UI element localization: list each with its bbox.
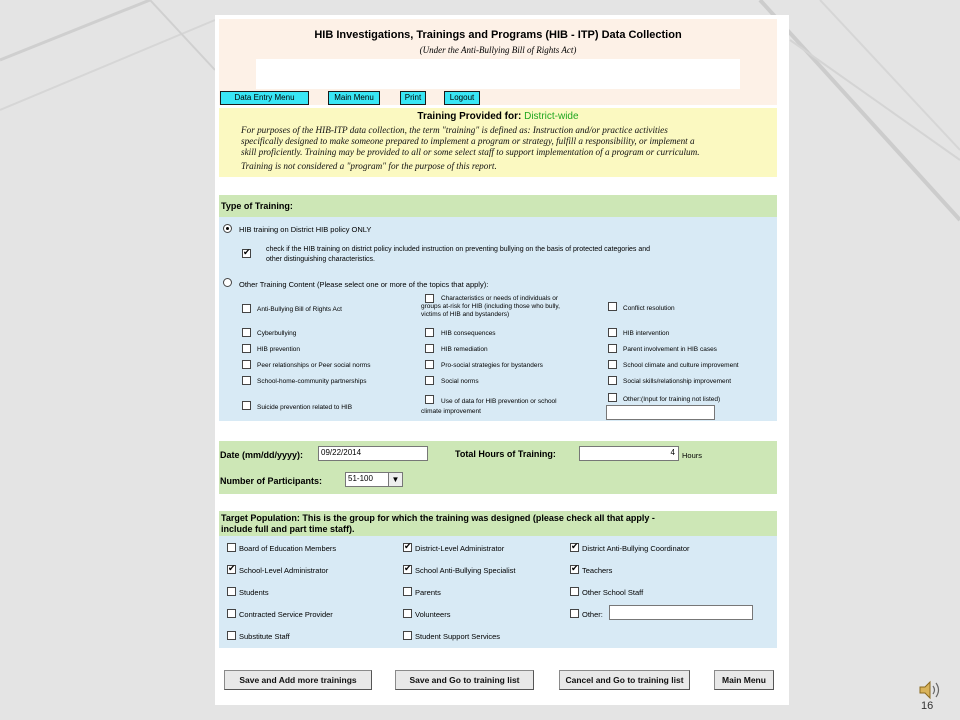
- topic-checkbox-hib-consequences[interactable]: [425, 328, 434, 337]
- topic-checkbox-pro-social[interactable]: [425, 360, 434, 369]
- speaker-icon[interactable]: [918, 680, 942, 700]
- header-blank-area: [256, 59, 740, 89]
- total-hours-label: Total Hours of Training:: [455, 449, 556, 459]
- form-screenshot: [215, 15, 789, 705]
- topic-checkbox-hib-remediation[interactable]: [425, 344, 434, 353]
- target-checkbox-contracted[interactable]: [227, 609, 236, 618]
- topic-checkbox-conflict-resolution[interactable]: [608, 302, 617, 311]
- data-entry-menu-button[interactable]: Data Entry Menu: [220, 91, 309, 105]
- target-label: School Anti-Bullying Specialist: [415, 566, 516, 575]
- target-other-input[interactable]: [609, 605, 753, 620]
- save-add-more-button[interactable]: Save and Add more trainings: [224, 670, 372, 690]
- target-label: Contracted Service Provider: [239, 610, 333, 619]
- target-checkbox-parents[interactable]: [403, 587, 412, 596]
- training-info-panel: [219, 108, 777, 177]
- target-label: Other School Staff: [582, 588, 644, 597]
- main-menu-nav-button[interactable]: Main Menu: [328, 91, 380, 105]
- topic-label: HIB intervention: [623, 330, 670, 337]
- target-label: Students: [239, 588, 269, 597]
- topic-checkbox-suicide-prevention[interactable]: [242, 401, 251, 410]
- topic-checkbox-other[interactable]: [608, 393, 617, 402]
- participants-label: Number of Participants:: [220, 476, 323, 486]
- topic-label: victims of HIB and bystanders): [421, 311, 510, 318]
- target-label: Parents: [415, 588, 441, 597]
- participants-select[interactable]: [345, 472, 403, 487]
- topic-checkbox-parent-involvement[interactable]: [608, 344, 617, 353]
- topic-checkbox-hib-prevention[interactable]: [242, 344, 251, 353]
- target-label: District-Level Administrator: [415, 544, 505, 553]
- training-provided-heading: [219, 111, 777, 122]
- target-checkbox-support-services[interactable]: [403, 631, 412, 640]
- topic-label: Suicide prevention related to HIB: [257, 404, 353, 411]
- protected-categories-checkbox[interactable]: [242, 249, 251, 258]
- target-checkbox-school-admin[interactable]: [227, 565, 236, 574]
- target-checkbox-substitute[interactable]: [227, 631, 236, 640]
- training-not-program-note: Training is not considered a "program" for the purpose of this report.: [241, 161, 497, 171]
- topic-checkbox-school-climate[interactable]: [608, 360, 617, 369]
- form-title: HIB Investigations, Trainings and Programs (HIB - ITP) Data Collection: [314, 29, 682, 41]
- type-of-training-heading: Type of Training:: [221, 201, 293, 211]
- target-population-heading-line-2: include full and part time staff).: [221, 524, 355, 534]
- hib-policy-only-label: HIB training on District HIB policy ONLY: [239, 225, 372, 234]
- participants-selected-value: 51-100: [348, 474, 373, 483]
- topic-checkbox-anti-bullying-act[interactable]: [242, 304, 251, 313]
- target-label: Substitute Staff: [239, 632, 290, 641]
- cancel-go-to-list-button[interactable]: Cancel and Go to training list: [559, 670, 690, 690]
- target-checkbox-school-specialist[interactable]: [403, 565, 412, 574]
- target-checkbox-other[interactable]: [570, 609, 579, 618]
- other-training-content-radio[interactable]: [223, 278, 232, 287]
- target-label: District Anti-Bullying Coordinator: [582, 544, 690, 553]
- topic-label: Social skills/relationship improvement: [623, 378, 732, 385]
- topic-label: Pro-social strategies for bystanders: [441, 362, 543, 369]
- print-button[interactable]: Print: [400, 91, 426, 105]
- topic-label: Parent involvement in HIB cases: [623, 346, 717, 353]
- target-checkbox-district-coordinator[interactable]: [570, 543, 579, 552]
- target-checkbox-other-staff[interactable]: [570, 587, 579, 596]
- slide-number: 16: [921, 700, 934, 712]
- date-label: Date (mm/dd/yyyy):: [220, 450, 304, 460]
- topic-label: Other:(Input for training not listed): [623, 396, 721, 403]
- target-population-heading-line-1: Target Population: This is the group for which the training was designed (please check all that apply -: [221, 513, 655, 523]
- hib-policy-only-radio[interactable]: [223, 224, 232, 233]
- topic-checkbox-peer-relationships[interactable]: [242, 360, 251, 369]
- topic-checkbox-school-home-community[interactable]: [242, 376, 251, 385]
- topic-checkbox-cyberbullying[interactable]: [242, 328, 251, 337]
- type-of-training-header: [219, 195, 777, 217]
- protected-categories-label-line-2: other distinguishing characteristics.: [266, 256, 375, 263]
- target-label: Teachers: [582, 566, 613, 575]
- topic-label: Use of data for HIB prevention or school: [441, 398, 557, 405]
- protected-categories-label-line-1: check if the HIB training on district policy included instruction on preventing bullying on the basis of protected categories and: [266, 246, 651, 253]
- target-label: Board of Education Members: [239, 544, 337, 553]
- other-training-content-label: Other Training Content (Please select one or more of the topics that apply):: [239, 280, 489, 289]
- other-topic-input[interactable]: [606, 405, 715, 420]
- target-checkbox-district-admin[interactable]: [403, 543, 412, 552]
- topic-checkbox-social-norms[interactable]: [425, 376, 434, 385]
- target-population-header: [219, 511, 777, 536]
- topic-checkbox-social-skills[interactable]: [608, 376, 617, 385]
- topic-label: HIB consequences: [441, 330, 496, 337]
- training-provided-label: Training Provided for:: [417, 111, 522, 122]
- topic-label: HIB remediation: [441, 346, 488, 353]
- target-population-panel: [219, 536, 777, 648]
- topic-label: Conflict resolution: [623, 305, 675, 312]
- topic-label: Anti-Bullying Bill of Rights Act: [257, 306, 342, 313]
- topic-label: groups at-risk for HIB (including those who bully,: [421, 303, 560, 310]
- save-go-to-list-button[interactable]: Save and Go to training list: [395, 670, 534, 690]
- logout-button[interactable]: Logout: [444, 91, 480, 105]
- type-of-training-panel: [219, 217, 777, 421]
- target-label: Other:: [582, 610, 603, 619]
- training-definition-line-3: skill proficiently. Training may be provided to all or some select staff to support implementation of a program or curriculum.: [241, 147, 700, 157]
- date-input[interactable]: 09/22/2014: [318, 446, 428, 461]
- topic-checkbox-characteristics[interactable]: [425, 294, 434, 303]
- training-definition-line-1: For purposes of the HIB-ITP data collection, the term "training" is defined as: Instruction and/or practice activities: [241, 125, 668, 135]
- chevron-down-icon[interactable]: ▼: [388, 473, 402, 486]
- target-label: Student Support Services: [415, 632, 501, 641]
- topic-label: climate improvement: [421, 408, 481, 415]
- main-menu-button[interactable]: Main Menu: [714, 670, 774, 690]
- target-checkbox-teachers[interactable]: [570, 565, 579, 574]
- target-label: Volunteers: [415, 610, 451, 619]
- total-hours-input[interactable]: 4: [579, 446, 679, 461]
- topic-label: School climate and culture improvement: [623, 362, 739, 369]
- target-checkbox-students[interactable]: [227, 587, 236, 596]
- hours-unit-label: Hours: [682, 451, 703, 460]
- topic-label: Cyberbullying: [257, 330, 297, 337]
- topic-label: Characteristics or needs of individuals or: [441, 295, 559, 302]
- topic-checkbox-hib-intervention[interactable]: [608, 328, 617, 337]
- training-definition-line-2: specifically designed to make someone prepared to implement a program or strategy, fulfill a responsibility, or implement a: [241, 136, 695, 146]
- topic-label: Social norms: [441, 378, 479, 385]
- form-subtitle: (Under the Anti-Bullying Bill of Rights Act): [419, 45, 577, 55]
- topic-label: Peer relationships or Peer social norms: [257, 362, 371, 369]
- topic-label: HIB prevention: [257, 346, 300, 353]
- target-label: School-Level Administrator: [239, 566, 329, 575]
- training-details-panel: [219, 441, 777, 494]
- topic-label: School-home-community partnerships: [257, 378, 367, 385]
- topic-checkbox-use-of-data[interactable]: [425, 395, 434, 404]
- target-checkbox-volunteers[interactable]: [403, 609, 412, 618]
- training-provided-value: District-wide: [524, 111, 579, 122]
- target-checkbox-board[interactable]: [227, 543, 236, 552]
